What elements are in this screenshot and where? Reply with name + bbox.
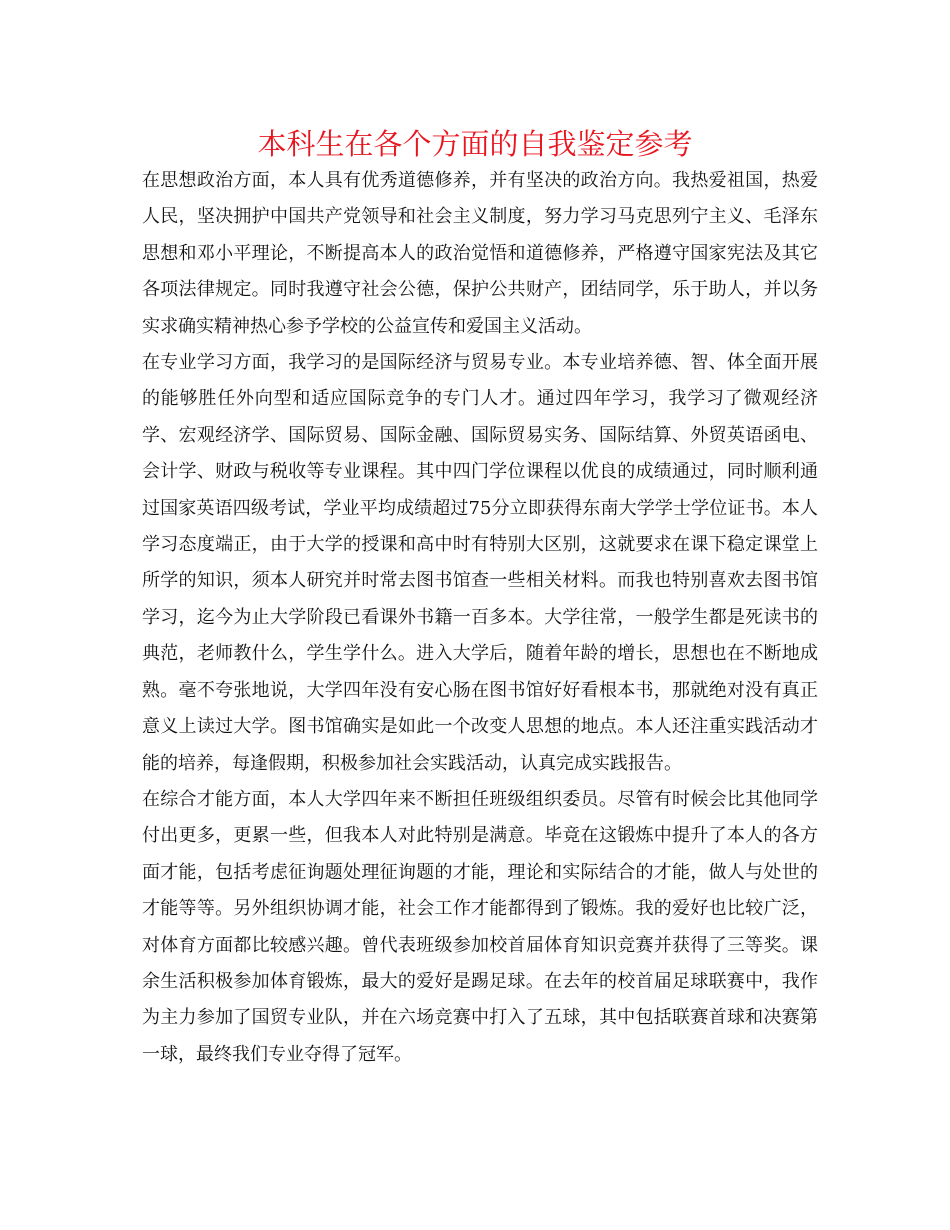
paragraph-study: 在专业学习方面，我学习的是国际经济与贸易专业。本专业培养德、智、体全面开展的能够胜任外向型和适应国际竞争的专门人才。通过四年学习，我学习了微观经济学、宏观经济学、国际贸易、国际金融、国际贸易实务、国际结算、外贸英语函电、会计学、财政与税收等专业课程。其中四门学位课程以优良的成绩通过，同时顺利通过国家英语四级考试，学业平均成绩超过75分立即获得东南大学学士学位证书。本人学习态度端正，由于大学的授课和高中时有特别大区别，这就要求在课下稳定课堂上所学的知识，须本人研究并时常去图书馆查一些相关材料。而我也特别喜欢去图书馆学习，迄今为止大学阶段已看课外书籍一百多本。大学往常，一般学生都是死读书的典范，老师教什么，学生学什么。进入大学后，随着年龄的增长，思想也在不断地成熟。毫不夸张地说，大学四年没有安心肠在图书馆好好看根本书，那就绝对没有真正意义上读过大学。图书馆确实是如此一个改变人思想的地点。本人还注重实践活动才能的培养，每逢假期，积极参加社会实践活动，认真完成实践报告。 xyxy=(142,352,818,774)
paragraph-abilities: 在综合才能方面，本人大学四年来不断担任班级组织委员。尽管有时候会比其他同学付出更多，更累一些，但我本人对此特别是满意。毕竟在这锻炼中提升了本人的各方面才能，包括考虑征询题处理征询题的才能，理论和实际结合的才能，做人与处世的才能等等。另外组织协调才能，社会工作才能都得到了锻炼。我的爱好也比较广泛，对体育方面都比较感兴趣。曾代表班级参加校首届体育知识竞赛并获得了三等奖。课余生活积极参加体育锻炼，最大的爱好是踢足球。在去年的校首届足球联赛中，我作为主力参加了国贸专业队，并在六场竞赛中打入了五球，其中包括联赛首球和决赛第一球，最终我们专业夺得了冠军。 xyxy=(142,788,818,1065)
paragraph-political: 在思想政治方面，本人具有优秀道德修养，并有坚决的政治方向。我热爱祖国，热爱人民，坚决拥护中国共产党领导和社会主义制度，努力学习马克思列宁主义、毛泽东思想和邓小平理论，不断提高本人的政治觉悟和道德修养，严格遵守国家宪法及其它各项法律规定。同时我遵守社会公德，保护公共财产，团结同学，乐于助人，并以务实求确实精神热心参予学校的公益宣传和爱国主义活动。 xyxy=(142,170,818,337)
document-body xyxy=(142,163,818,1073)
document-title: 本科生在各个方面的自我鉴定参考 xyxy=(257,127,693,161)
